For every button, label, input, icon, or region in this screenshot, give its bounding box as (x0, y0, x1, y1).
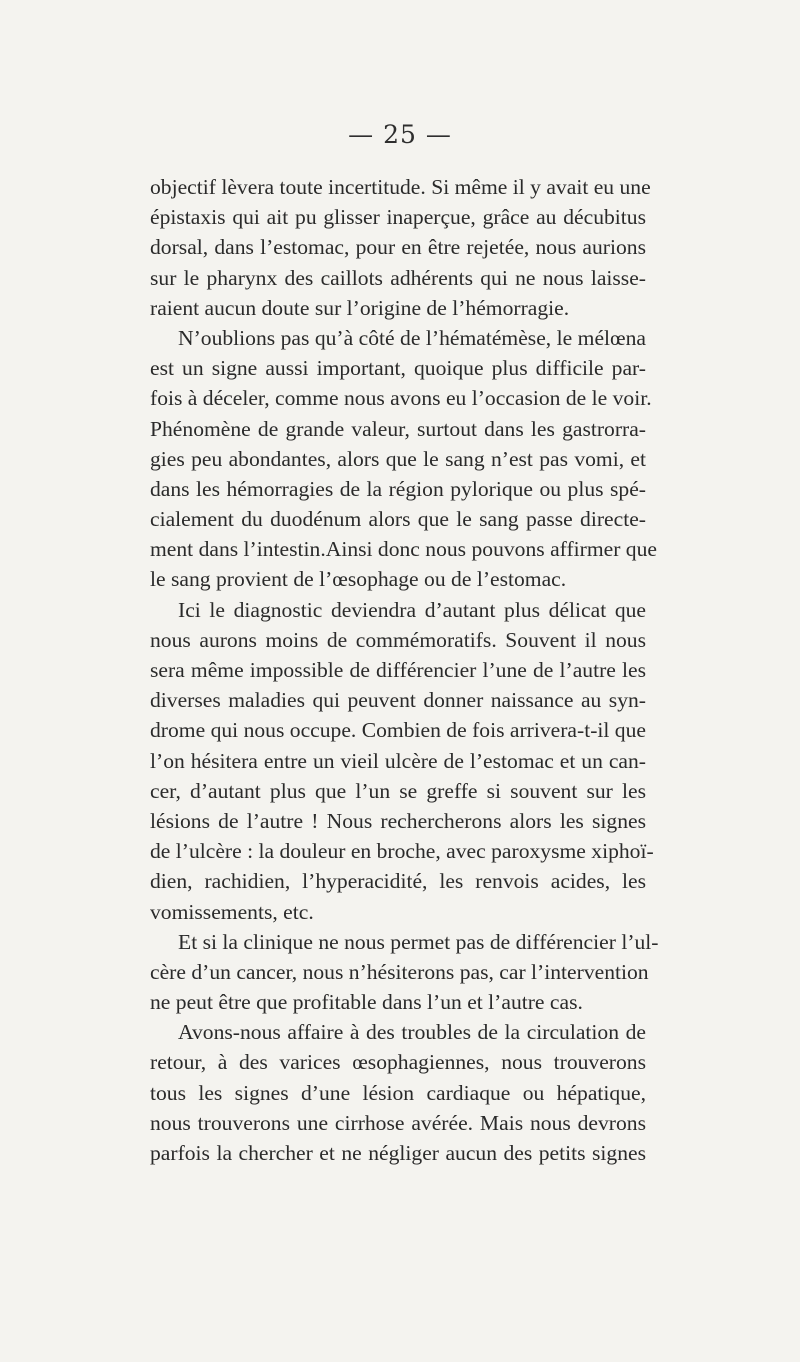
text-line: N’oublions pas qu’à côté de l’hématémèse, le mélœna (178, 325, 646, 350)
text-line: épistaxis qui ait pu glisser inaperçue, grâce au décubitus (150, 205, 646, 230)
text-line: gies peu abondantes, alors que le sang n’est pas vomi, et (150, 446, 646, 471)
text-line: drome qui nous occupe. Combien de fois arrivera-t-il que (150, 718, 646, 743)
text-line: fois à déceler, comme nous avons eu l’occasion de le voir. (150, 386, 652, 411)
text-line: lésions de l’autre ! Nous rechercherons alors les signes (150, 808, 646, 833)
text-line: cer, d’autant plus que l’un se greffe si souvent sur les (150, 778, 646, 803)
text-line: sera même impossible de différencier l’une de l’autre les (150, 658, 646, 682)
text-line: parfois la chercher et ne négliger aucun des petits signes (150, 1141, 646, 1165)
text-line: le sang provient de l’œsophage ou de l’estomac. (150, 567, 567, 592)
page-number: — 25 — (348, 120, 452, 149)
text-line: tous les signes d’une lésion cardiaque ou hépatique, (150, 1080, 646, 1105)
text-line: Ici le diagnostic deviendra d’autant plus délicat que (178, 597, 646, 622)
text-line: l’on hésitera entre un vieil ulcère de l’estomac et un can- (150, 748, 646, 773)
text-line: dans les hémorragies de la région pylorique ou plus spé- (150, 476, 646, 501)
text-line: dien, rachidien, l’hyperacidité, les renvois acides, les (150, 869, 646, 894)
body-text (150, 172, 659, 1168)
text-line: Et si la clinique ne nous permet pas de différencier l’ul- (178, 929, 659, 954)
text-line: Avons-nous affaire à des troubles de la circulation de (178, 1020, 646, 1045)
text-line: cère d’un cancer, nous n’hésiterons pas, car l’intervention (150, 959, 649, 984)
text-line: sur le pharynx des caillots adhérents qui ne nous laisse- (150, 265, 646, 290)
text-line: Phénomène de grande valeur, surtout dans les gastrorra- (150, 416, 646, 441)
text-line: dorsal, dans l’estomac, pour en être rejetée, nous aurions (150, 235, 646, 260)
text-line: objectif lèvera toute incertitude. Si même il y avait eu une (150, 175, 651, 199)
text-line: ne peut être que profitable dans l’un et l’autre cas. (150, 990, 583, 1015)
text-line: nous trouverons une cirrhose avérée. Mais nous devrons (150, 1110, 646, 1135)
text-line: cialement du duodénum alors que le sang passe directe- (150, 507, 646, 532)
text-line: ment dans l’intestin.Ainsi donc nous pouvons affirmer que (150, 537, 657, 562)
text-line: est un signe aussi important, quoique plus difficile par- (150, 356, 646, 381)
text-line: retour, à des varices œsophagiennes, nous trouverons (150, 1050, 646, 1075)
text-line: nous aurons moins de commémoratifs. Souvent il nous (150, 627, 646, 652)
text-line: de l’ulcère : la douleur en broche, avec paroxysme xiphoï- (150, 839, 654, 864)
text-line: diverses maladies qui peuvent donner naissance au syn- (150, 688, 646, 713)
text-line: vomissements, etc. (150, 899, 314, 924)
text-line: raient aucun doute sur l’origine de l’hémorragie. (150, 295, 570, 320)
